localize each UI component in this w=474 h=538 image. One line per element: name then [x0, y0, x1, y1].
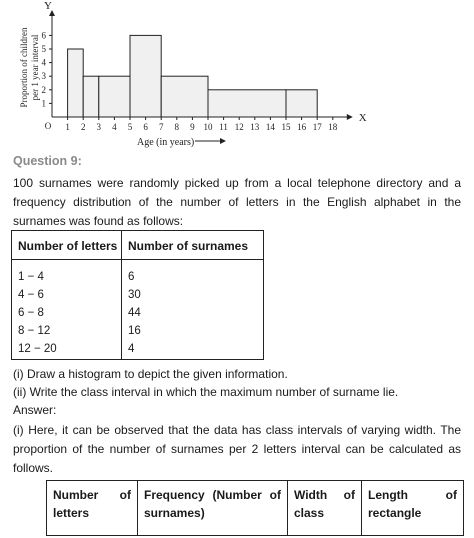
- header-width-of-class: Width of class: [288, 481, 362, 535]
- y-tick-label: 2: [41, 84, 46, 95]
- letters-column: [12, 260, 122, 359]
- table-cell: 8 − 12: [18, 325, 51, 337]
- header-frequency: Frequency (Number of surnames): [138, 481, 288, 535]
- frequency-table-header: [12, 231, 263, 260]
- table-cell: 6: [128, 271, 135, 283]
- x-tick-label: 11: [219, 122, 228, 132]
- x-tick-label: 10: [203, 122, 213, 132]
- table-cell: 12 − 20: [18, 343, 57, 355]
- answer-text: (i) Here, it can be observed that the data has class intervals of varying width. The proportion of the number of surnames per 2 letters interval can be calculated as follows.: [13, 423, 461, 475]
- x-axis-title-arrow-head: [220, 138, 226, 144]
- y-tick-label: 4: [41, 57, 46, 68]
- x-tick-label: 15: [281, 122, 291, 132]
- y-tick-label: 5: [41, 44, 46, 54]
- header-length-of-rectangle: Length of rectangle: [368, 488, 457, 520]
- y-axis-title-line1: Proportion of children: [19, 27, 29, 108]
- frequency-table: [11, 230, 264, 360]
- x-tick-label: 14: [265, 122, 275, 132]
- part-i-text: (i) Draw a histogram to depict the given information.: [13, 367, 288, 381]
- table-cell: 16: [128, 325, 141, 337]
- x-tick-label: 5: [127, 122, 133, 132]
- y-axis-letter: Y: [44, 0, 52, 12]
- question-heading: Question 9:: [13, 154, 82, 168]
- histogram-bar: [161, 76, 208, 117]
- table-cell: 44: [128, 307, 141, 319]
- x-tick-label: 9: [190, 122, 195, 132]
- origin-label: O: [44, 121, 52, 131]
- x-axis-arrow: [347, 114, 353, 120]
- question-statement: 100 surnames were randomly picked up from a local telephone directory and a frequency distribution of the number of letters in the English alphabet in the surnames was found as follows:: [13, 176, 461, 228]
- histogram-bar: [208, 90, 286, 117]
- proportion-table-header: [46, 480, 464, 536]
- y-tick-label: 1: [41, 98, 46, 109]
- table-cell: 4 − 6: [18, 289, 44, 301]
- table-cell: 30: [128, 289, 141, 301]
- x-tick-label: 2: [80, 122, 86, 132]
- x-tick-label: 16: [297, 122, 307, 132]
- histogram-bar: [68, 49, 84, 117]
- answer-label: Answer:: [13, 403, 57, 417]
- x-tick-label: 12: [234, 122, 244, 132]
- x-tick-label: 17: [312, 122, 322, 132]
- table-cell: 6 − 8: [18, 307, 44, 319]
- x-axis-title: Age (in years): [137, 137, 195, 148]
- part-ii-text: (ii) Write the class interval in which the maximum number of surname lie.: [13, 385, 399, 399]
- header-number-of-letters: Number of letters: [47, 481, 138, 535]
- y-axis-title-line2: per 1 year interval: [30, 34, 40, 101]
- x-tick-label: 8: [174, 122, 180, 132]
- table-cell: 4: [128, 343, 135, 355]
- histogram-bar: [286, 90, 317, 117]
- y-tick-label: 3: [41, 71, 46, 82]
- x-tick-label: 3: [96, 122, 102, 132]
- x-tick-label: 18: [328, 122, 338, 132]
- x-axis-letter: X: [358, 112, 367, 124]
- header-number-of-surnames: Number of surnames: [128, 239, 249, 253]
- surnames-column: [122, 260, 263, 359]
- x-tick-label: 6: [143, 122, 148, 132]
- header-number-of-letters: Number of letters: [18, 239, 118, 253]
- histogram-chart: [0, 0, 474, 152]
- x-tick-label: 13: [250, 122, 260, 132]
- y-tick-label: 6: [41, 30, 46, 41]
- table-cell: 1 − 4: [18, 271, 44, 283]
- x-tick-label: 4: [112, 122, 117, 132]
- histogram-bar: [99, 76, 130, 117]
- histogram-bar: [83, 76, 99, 117]
- x-tick-label: 1: [65, 122, 70, 132]
- x-tick-label: 7: [158, 122, 164, 132]
- histogram-bar: [130, 35, 161, 117]
